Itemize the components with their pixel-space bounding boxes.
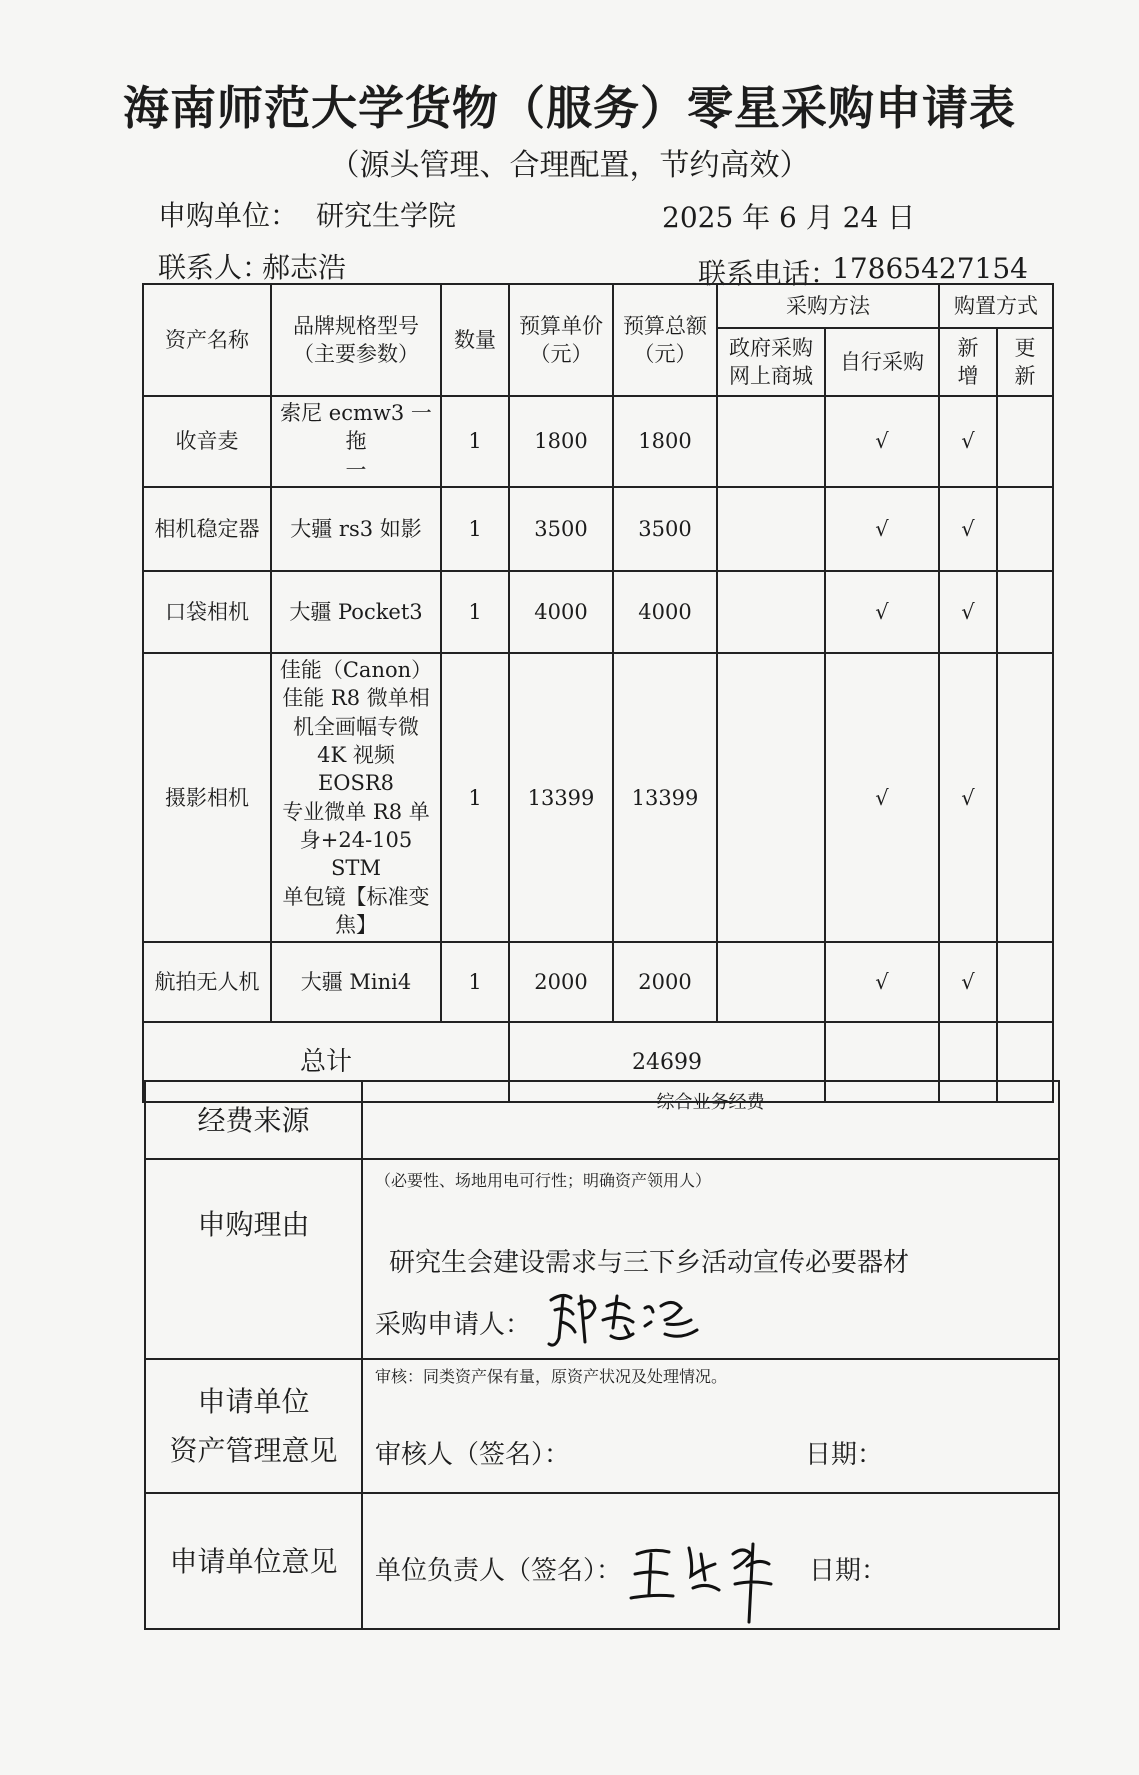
item-method-self-check: √ — [825, 396, 939, 487]
unit-head-signature — [623, 1524, 793, 1624]
unit-label: 申购单位： — [158, 199, 299, 232]
col-acquire-mode: 购置方式 — [939, 284, 1053, 328]
item-spec-line: 焦】 — [335, 913, 377, 938]
col-spec-line: 品牌规格型号 — [293, 313, 419, 338]
item-mode-new-check: √ — [939, 571, 997, 653]
item-name: 相机稳定器 — [143, 487, 271, 571]
col-qty: 数量 — [441, 284, 509, 396]
applicant-label: 采购申请人： — [375, 1310, 532, 1340]
item-total: 13399 — [613, 653, 717, 942]
item-spec-line: 一 — [345, 457, 367, 482]
table-row — [143, 942, 1053, 1022]
contact-label: 联系人： — [158, 251, 271, 284]
item-qty: 1 — [441, 942, 509, 1022]
table-row — [143, 653, 1053, 942]
col-mode-new-line: 增 — [957, 364, 979, 388]
item-mode-update — [997, 653, 1053, 942]
item-spec — [271, 396, 441, 487]
col-asset-name: 资产名称 — [143, 284, 271, 396]
item-spec-line: 大疆 Mini4 — [300, 970, 412, 995]
item-mode-new-check: √ — [939, 653, 997, 942]
total-label: 总计 — [143, 1022, 509, 1102]
item-method-gov — [717, 396, 825, 487]
item-method-gov — [717, 487, 825, 571]
reviewer-label: 审核人（签名）： — [375, 1440, 571, 1470]
item-mode-new-check: √ — [939, 487, 997, 571]
item-mode-update — [997, 487, 1053, 571]
col-method-self: 自行采购 — [825, 328, 939, 396]
unit-value: 研究生学院 — [316, 199, 457, 232]
item-spec-line: 身+24-105 STM — [299, 828, 413, 881]
item-method-self-check: √ — [825, 487, 939, 571]
item-method-self-check: √ — [825, 942, 939, 1022]
item-unit-price: 1800 — [509, 396, 613, 487]
col-mode-update — [997, 328, 1053, 396]
item-method-gov — [717, 653, 825, 942]
items-table — [142, 283, 1054, 1103]
unit-opinion-cell — [362, 1493, 1059, 1629]
item-spec-line: 大疆 rs3 如影 — [290, 516, 422, 541]
item-unit-price: 13399 — [509, 653, 613, 942]
item-name: 口袋相机 — [143, 571, 271, 653]
col-spec — [271, 284, 441, 396]
reason-text: 研究生会建设需求与三下乡活动宣传必要器材 — [389, 1248, 910, 1278]
reason-label: 申购理由 — [145, 1159, 362, 1359]
item-spec-line: 佳能 R8 微单相 — [282, 686, 430, 711]
funding-label: 经费来源 — [145, 1081, 362, 1159]
item-spec — [271, 653, 441, 942]
form-subtitle: （源头管理、合理配置，节约高效） — [329, 148, 810, 183]
review-table — [144, 1080, 1060, 1630]
item-spec-line: 索尼 ecmw3 一拖 — [280, 401, 432, 454]
item-qty: 1 — [441, 396, 509, 487]
col-method-gov — [717, 328, 825, 396]
col-mode-new-line: 新 — [957, 335, 979, 360]
table-row — [143, 396, 1053, 487]
item-mode-update — [997, 942, 1053, 1022]
item-mode-update — [997, 571, 1053, 653]
item-spec-line: 佳能（Canon） — [279, 658, 433, 683]
col-mode-update-line: 更 — [1014, 335, 1036, 360]
table-row — [143, 487, 1053, 571]
item-total: 1800 — [613, 396, 717, 487]
unit-head-label: 单位负责人（签名）： — [375, 1556, 623, 1586]
col-spec-line: （主要参数） — [293, 342, 419, 366]
funding-cell — [362, 1081, 1059, 1159]
applicant-signature — [541, 1278, 711, 1358]
review-date-label: 日期： — [805, 1440, 884, 1470]
phone-label: 联系电话： — [698, 257, 839, 290]
item-spec — [271, 571, 441, 653]
col-mode-new — [939, 328, 997, 396]
item-spec-line: 单包镜【标准变 — [282, 884, 430, 909]
col-purchase-method: 采购方法 — [717, 284, 939, 328]
item-spec-line: 专业微单 R8 单 — [282, 799, 430, 824]
item-name: 摄影相机 — [143, 653, 271, 942]
reason-cell — [362, 1159, 1059, 1359]
item-qty: 1 — [441, 487, 509, 571]
item-total: 4000 — [613, 571, 717, 653]
col-mode-update-line: 新 — [1014, 364, 1036, 388]
item-method-self-check: √ — [825, 653, 939, 942]
col-unit-price-line: 预算单价 — [519, 313, 603, 338]
item-unit-price: 4000 — [509, 571, 613, 653]
phone-value: 17865427154 — [832, 252, 1028, 285]
unit-opinion-label: 申请单位意见 — [145, 1493, 362, 1629]
asset-review-cell — [362, 1359, 1059, 1493]
col-method-gov-line: 政府采购 — [729, 335, 813, 360]
col-unit-price-line: （元） — [529, 342, 593, 366]
col-unit-price — [509, 284, 613, 396]
asset-review-label-line: 申请单位 — [197, 1385, 310, 1418]
item-total: 3500 — [613, 487, 717, 571]
item-spec — [271, 487, 441, 571]
item-name: 航拍无人机 — [143, 942, 271, 1022]
item-method-gov — [717, 942, 825, 1022]
col-total-line: （元） — [633, 342, 697, 366]
item-mode-update — [997, 396, 1053, 487]
reason-note: （必要性、场地用电可行性；明确资产领用人） — [375, 1171, 712, 1190]
item-name: 收音麦 — [143, 396, 271, 487]
col-total — [613, 284, 717, 396]
item-method-gov — [717, 571, 825, 653]
col-method-gov-line: 网上商城 — [729, 364, 813, 388]
item-spec-line: 大疆 Pocket3 — [289, 599, 423, 624]
asset-review-label-line: 资产管理意见 — [169, 1434, 338, 1467]
table-row — [143, 571, 1053, 653]
unit-date-label: 日期： — [809, 1556, 888, 1586]
item-spec-line: 机全画幅专微 — [293, 714, 419, 739]
total-value: 24699 — [509, 1022, 825, 1102]
form-title: 海南师范大学货物（服务）零星采购申请表 — [123, 81, 1016, 135]
contact-value: 郝志浩 — [262, 251, 347, 284]
item-unit-price: 2000 — [509, 942, 613, 1022]
item-unit-price: 3500 — [509, 487, 613, 571]
funding-value: 综合业务经费 — [656, 1092, 765, 1113]
item-mode-new-check: √ — [939, 396, 997, 487]
item-mode-new-check: √ — [939, 942, 997, 1022]
asset-review-note: 审核：同类资产保有量，原资产状况及处理情况。 — [375, 1367, 728, 1386]
item-total: 2000 — [613, 942, 717, 1022]
asset-review-label — [145, 1359, 362, 1493]
item-spec-line: 4K 视频 EOSR8 — [317, 743, 395, 796]
item-qty: 1 — [441, 571, 509, 653]
item-spec — [271, 942, 441, 1022]
form-date: 2025 年 6 月 24 日 — [662, 201, 916, 234]
item-method-self-check: √ — [825, 571, 939, 653]
item-qty: 1 — [441, 653, 509, 942]
col-total-line: 预算总额 — [623, 313, 707, 338]
